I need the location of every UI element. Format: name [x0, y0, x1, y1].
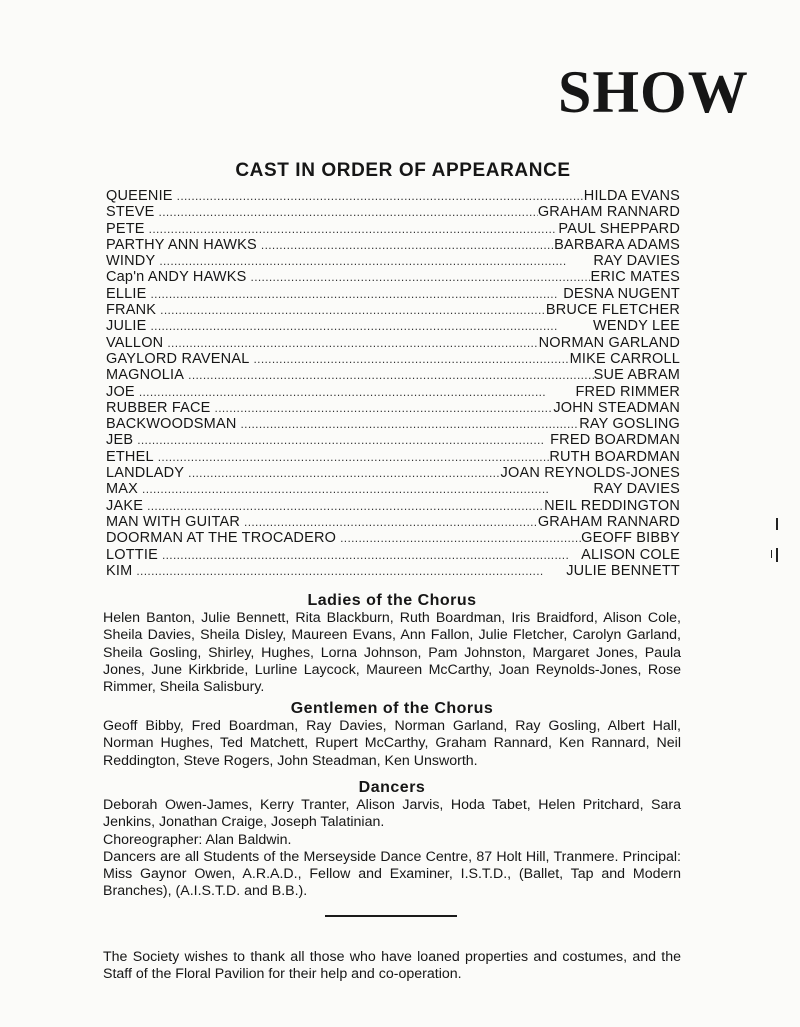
leader-dots [147, 286, 564, 302]
cast-row [106, 188, 680, 204]
leader-dots [163, 335, 538, 351]
ladies-names: Helen Banton, Julie Bennett, Rita Blackburn, Ruth Boardman, Iris Braidford, Alison Cole, Sheila Davies, Sheila Disley, Maureen Evans, Ann Fallon, Julie Fletcher, Carolyn Garland, Sheila Gosling, Shirley, Hughes, Lorna Johnson, Pam Johnston, Margaret Jones, Paula Jones, June Kirkbride, Lurline Laycock, Maureen McCarthy, Joan Reynolds-Jones, Rose Rimmer, Sheila Salisbury. [103, 610, 681, 696]
cast-row [106, 221, 680, 237]
cast-row [106, 204, 680, 220]
cast-actor: BRUCE FLETCHER [545, 302, 680, 319]
gentlemen-section [103, 700, 681, 770]
leader-dots [143, 498, 544, 514]
cast-role: JEB [106, 432, 134, 449]
cast-actor: DESNA NUGENT [563, 285, 680, 302]
cast-role: FRANK [106, 302, 157, 319]
gentlemen-names: Geoff Bibby, Fred Boardman, Ray Davies, Norman Garland, Ray Gosling, Albert Hall, Norman Hughes, Ted Matchett, Rupert McCarthy, Graham Rannard, Ken Rannard, Neil Reddington, Steve Rogers, John Steadman, Ken Unsworth. [103, 718, 681, 769]
leader-dots [135, 384, 576, 400]
cast-role: Cap'n ANDY HAWKS [106, 269, 247, 286]
cast-actor: NORMAN GARLAND [538, 334, 680, 351]
cast-role: RUBBER FACE [106, 399, 211, 416]
leader-dots [155, 204, 538, 220]
cast-role: PETE [106, 220, 145, 237]
cast-actor: JOHN STEADMAN [553, 399, 680, 416]
cast-row [106, 400, 680, 416]
cast-row [106, 253, 680, 269]
dancers-section [103, 779, 681, 900]
leader-dots [211, 400, 554, 416]
leader-dots [257, 237, 554, 253]
ladies-heading: Ladies of the Chorus [307, 592, 477, 609]
gentlemen-heading: Gentlemen of the Chorus [290, 700, 494, 717]
cast-role: LANDLADY [106, 465, 185, 482]
cast-actor: JOAN REYNOLDS-JONES [500, 465, 680, 482]
cast-actor: RAY GOSLING [579, 416, 680, 433]
cast-list [106, 188, 680, 579]
leader-dots [156, 302, 546, 318]
cast-role: JULIE [106, 318, 147, 335]
cast-actor: SUE ABRAM [593, 367, 680, 384]
cast-actor: ALISON COLE [581, 546, 680, 563]
cast-row [106, 269, 680, 285]
cast-actor: FRED BOARDMAN [550, 432, 680, 449]
cast-role: MAGNOLIA [106, 367, 185, 384]
cast-actor: BARBARA ADAMS [554, 236, 680, 253]
cast-actor: GRAHAM RANNARD [537, 204, 680, 221]
cast-role: QUEENIE [106, 188, 173, 204]
cast-actor: GEOFF BIBBY [581, 530, 680, 547]
cast-actor: MIKE CARROLL [569, 350, 680, 367]
cast-role: BACKWOODSMAN [106, 416, 237, 433]
cast-row [106, 416, 680, 432]
dancers-names: Deborah Owen-James, Kerry Tranter, Alison Jarvis, Hoda Tabet, Helen Pritchard, Sara Jenkins, Jonathan Craige, Joseph Talatinian. [103, 797, 681, 831]
cast-heading: CAST IN ORDER OF APPEARANCE [235, 160, 571, 181]
cast-row [106, 481, 680, 497]
leader-dots [145, 221, 559, 237]
cast-row [106, 530, 680, 546]
cast-row [106, 563, 680, 579]
leader-dots [154, 449, 550, 465]
choreographer-credit: Choreographer: Alan Baldwin. [103, 831, 292, 848]
leader-dots [138, 481, 593, 497]
cast-role: JOE [106, 383, 135, 400]
cast-actor: WENDY LEE [593, 318, 680, 335]
cast-role: STEVE [106, 204, 155, 221]
dancers-heading: Dancers [358, 779, 426, 796]
leader-dots [249, 351, 569, 367]
cast-row [106, 351, 680, 367]
margin-marks [776, 518, 782, 568]
cast-row [106, 432, 680, 448]
cast-role: ETHEL [106, 448, 154, 465]
cast-actor: GRAHAM RANNARD [537, 513, 680, 530]
page-title: SHOW [558, 59, 749, 125]
cast-role: ELLIE [106, 285, 147, 302]
cast-role: KIM [106, 562, 133, 579]
leader-dots [147, 318, 594, 334]
cast-actor: HILDA EVANS [583, 188, 680, 204]
leader-dots [155, 253, 593, 269]
cast-row [106, 237, 680, 253]
leader-dots [247, 269, 591, 285]
cast-role: LOTTIE [106, 546, 158, 563]
cast-actor: RAY DAVIES [593, 253, 680, 270]
cast-role: GAYLORD RAVENAL [106, 350, 250, 367]
cast-row [106, 465, 680, 481]
cast-role: MAN WITH GUITAR [106, 513, 241, 530]
cast-row [106, 302, 680, 318]
leader-dots [237, 416, 580, 432]
leader-dots [184, 465, 500, 481]
leader-dots [158, 547, 581, 563]
leader-dots [184, 367, 593, 383]
leader-dots [336, 530, 581, 546]
cast-row [106, 514, 680, 530]
cast-actor: ERIC MATES [590, 269, 680, 286]
cast-actor: FRED RIMMER [575, 383, 680, 400]
divider-rule [325, 915, 457, 917]
cast-row [106, 498, 680, 514]
cast-row [106, 384, 680, 400]
cast-row [106, 286, 680, 302]
leader-dots [132, 563, 566, 579]
cast-role: DOORMAN AT THE TROCADERO [106, 530, 337, 547]
cast-actor: NEIL REDDINGTON [544, 497, 680, 514]
leader-dots [133, 432, 550, 448]
cast-row [106, 335, 680, 351]
cast-row [106, 547, 680, 563]
cast-row [106, 367, 680, 383]
cast-role: VALLON [106, 334, 164, 351]
acknowledgement-text: The Society wishes to thank all those who have loaned properties and costumes, and the Staff of the Floral Pavilion for their help and co-operation. [103, 949, 681, 983]
cast-actor: RUTH BOARDMAN [549, 448, 680, 465]
dancers-note: Dancers are all Students of the Merseyside Dance Centre, 87 Holt Hill, Tranmere. Principal: Miss Gaynor Owen, A.R.A.D., Fellow and Examiner, I.S.T.D., (Ballet, Tap and Modern Branches), (A.I.S.T.D. and B.B.). [103, 848, 681, 900]
leader-dots [173, 188, 584, 204]
leader-dots [240, 514, 538, 530]
ladies-section [103, 592, 681, 696]
cast-role: JAKE [106, 497, 144, 514]
cast-actor: PAUL SHEPPARD [558, 220, 680, 237]
cast-row [106, 449, 680, 465]
cast-actor: JULIE BENNETT [566, 562, 680, 579]
cast-role: WINDY [106, 253, 156, 270]
cast-actor: RAY DAVIES [593, 481, 680, 498]
cast-role: MAX [106, 481, 139, 498]
cast-role: PARTHY ANN HAWKS [106, 236, 257, 253]
cast-row [106, 318, 680, 334]
